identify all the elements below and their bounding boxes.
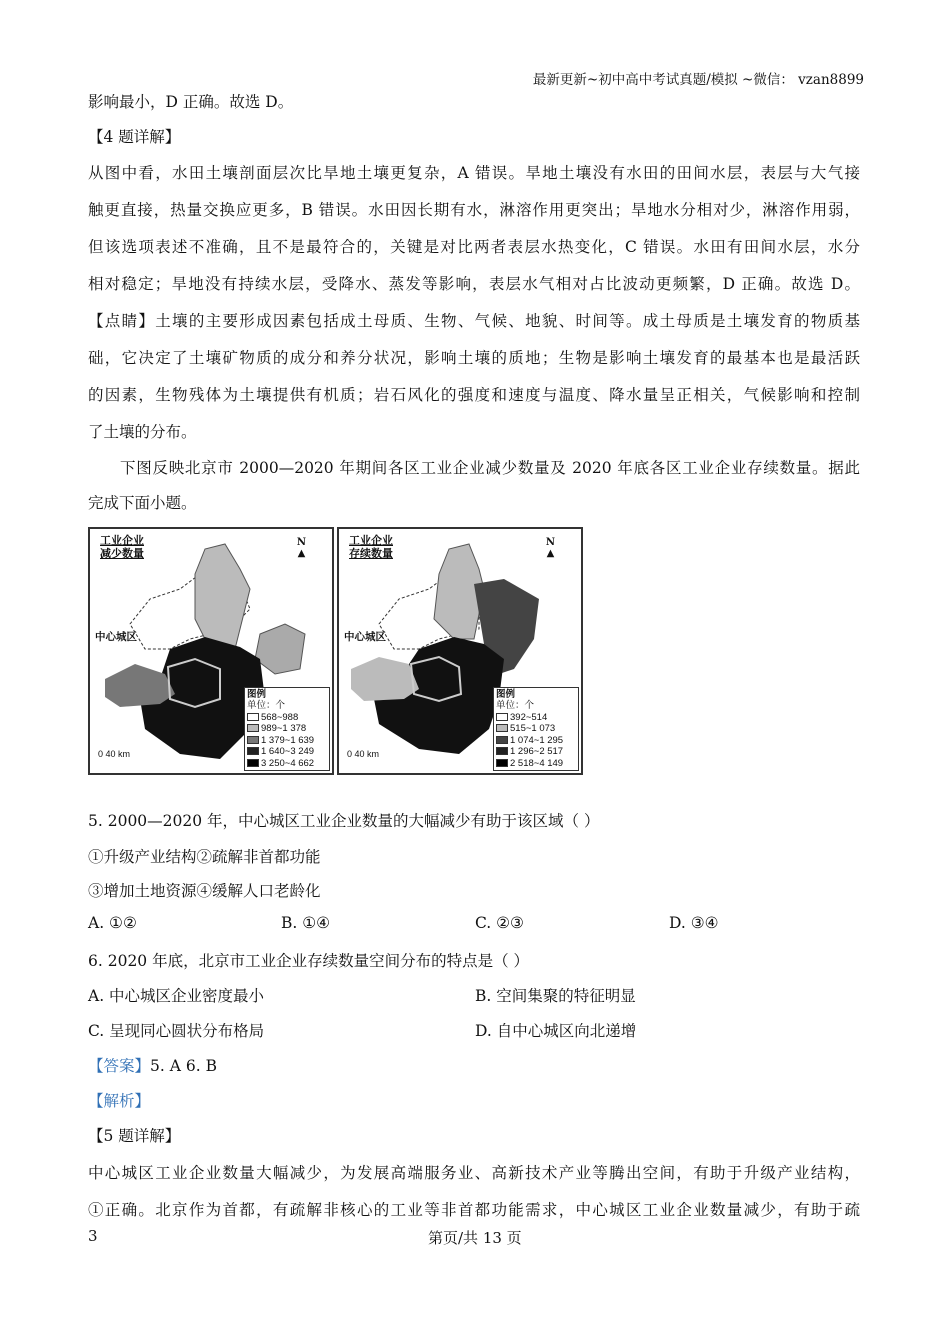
text-line: 触更直接，热量交换应更多，B 错误。水田因长期有水，淋溶作用更突出；旱地水分相对少，淋溶作用弱， bbox=[88, 201, 860, 219]
text-line: 影响最小，D 正确。故选 D。 bbox=[88, 93, 294, 111]
scale-bar: 0 40 km bbox=[98, 749, 131, 759]
map-reduction bbox=[88, 527, 334, 775]
option-a: A. ①② bbox=[88, 914, 137, 932]
text-line: 的因素，生物残体为土壤提供有机质；岩石风化的强度和速度与温度、降水量呈正相关，气候影响和控制 bbox=[88, 386, 860, 404]
text-line: 【点睛】土壤的主要形成因素包括成土母质、生物、气候、地貌、时间等。成土母质是土壤发育的物质基 bbox=[88, 312, 860, 330]
question-5-statement: ③增加土地资源④缓解人口老龄化 bbox=[88, 882, 321, 900]
intro-line: 完成下面小题。 bbox=[88, 494, 197, 512]
answer-line bbox=[88, 1054, 217, 1076]
question-5-statement: ①升级产业结构②疏解非首都功能 bbox=[88, 848, 321, 866]
north-arrow-icon: N ▲ bbox=[545, 537, 555, 559]
option-d: D. 自中心城区向北递增 bbox=[475, 1022, 637, 1040]
intro-line: 下图反映北京市 2000—2020 年期间各区工业企业减少数量及 2020 年底各区工业企业存续数量。据此 bbox=[120, 459, 860, 477]
text-line: 中心城区工业企业数量大幅减少，为发展高端服务业、高新技术产业等腾出空间，有助于升级产业结构， bbox=[88, 1164, 860, 1182]
answer-text: 5. A 6. B bbox=[150, 1057, 217, 1075]
page-footer: 第页/共 13 页 bbox=[428, 1229, 522, 1247]
option-c: C. 呈现同心圆状分布格局 bbox=[88, 1022, 265, 1040]
analysis-label: 【解析】 bbox=[88, 1092, 151, 1110]
section-heading: 【4 题详解】 bbox=[88, 128, 181, 146]
text-line: ①正确。北京作为首都，有疏解非核心的工业等非首都功能需求，中心城区工业企业数量减少，有助于疏 bbox=[88, 1201, 860, 1219]
option-c: C. ②③ bbox=[475, 914, 524, 932]
option-d: D. ③④ bbox=[669, 914, 719, 932]
question-6-stem: 6. 2020 年底，北京市工业企业存续数量空间分布的特点是（ ） bbox=[88, 952, 530, 970]
text-line: 了土壤的分布。 bbox=[88, 423, 197, 441]
scale-bar: 0 40 km bbox=[347, 749, 380, 759]
center-district-label: 中心城区 bbox=[344, 631, 386, 643]
header-watermark: 最新更新~初中高中考试真题/模拟 ~微信： vzan8899 bbox=[532, 72, 864, 88]
text-line: 相对稳定；旱地没有持续水层，受降水、蒸发等影响，表层水气相对占比波动更频繁，D 正确。故选 D。 bbox=[88, 275, 860, 293]
option-b: B. ①④ bbox=[281, 914, 331, 932]
text-line: 础，它决定了土壤矿物质的成分和养分状况，影响土壤的质地；生物是影响土壤发育的最基本也是最活跃 bbox=[88, 349, 860, 367]
question-5-stem: 5. 2000—2020 年，中心城区工业企业数量的大幅减少有助于该区域（ ） bbox=[88, 812, 600, 830]
map-title: 工业企业 减少数量 bbox=[100, 534, 144, 560]
text-line: 从图中看，水田土壤剖面层次比旱地土壤更复杂，A 错误。旱地土壤没有水田的田间水层，表层与大气接 bbox=[88, 164, 860, 182]
option-b: B. 空间集聚的特征明显 bbox=[475, 987, 636, 1005]
map-remaining bbox=[337, 527, 583, 775]
section-heading: 【5 题详解】 bbox=[88, 1127, 181, 1145]
text-line: 但该选项表述不准确，且不是最符合的，关键是对比两者表层水热变化，C 错误。水田有田间水层，水分 bbox=[88, 238, 860, 256]
map-legend: 图例 单位：个 392~514 515~1 073 1 074~1 295 1 296~2 517 2 518~4 149 bbox=[493, 687, 579, 772]
answer-label: 【答案】 bbox=[88, 1057, 151, 1075]
map-legend: 图例 单位：个 568~988 989~1 378 1 379~1 639 1 640~3 249 3 250~4 662 bbox=[244, 687, 330, 772]
map-title: 工业企业 存续数量 bbox=[349, 534, 393, 560]
page-number: 3 bbox=[88, 1227, 98, 1245]
option-a: A. 中心城区企业密度最小 bbox=[88, 987, 265, 1005]
center-district-label: 中心城区 bbox=[95, 631, 137, 643]
north-arrow-icon: N ▲ bbox=[296, 537, 306, 559]
